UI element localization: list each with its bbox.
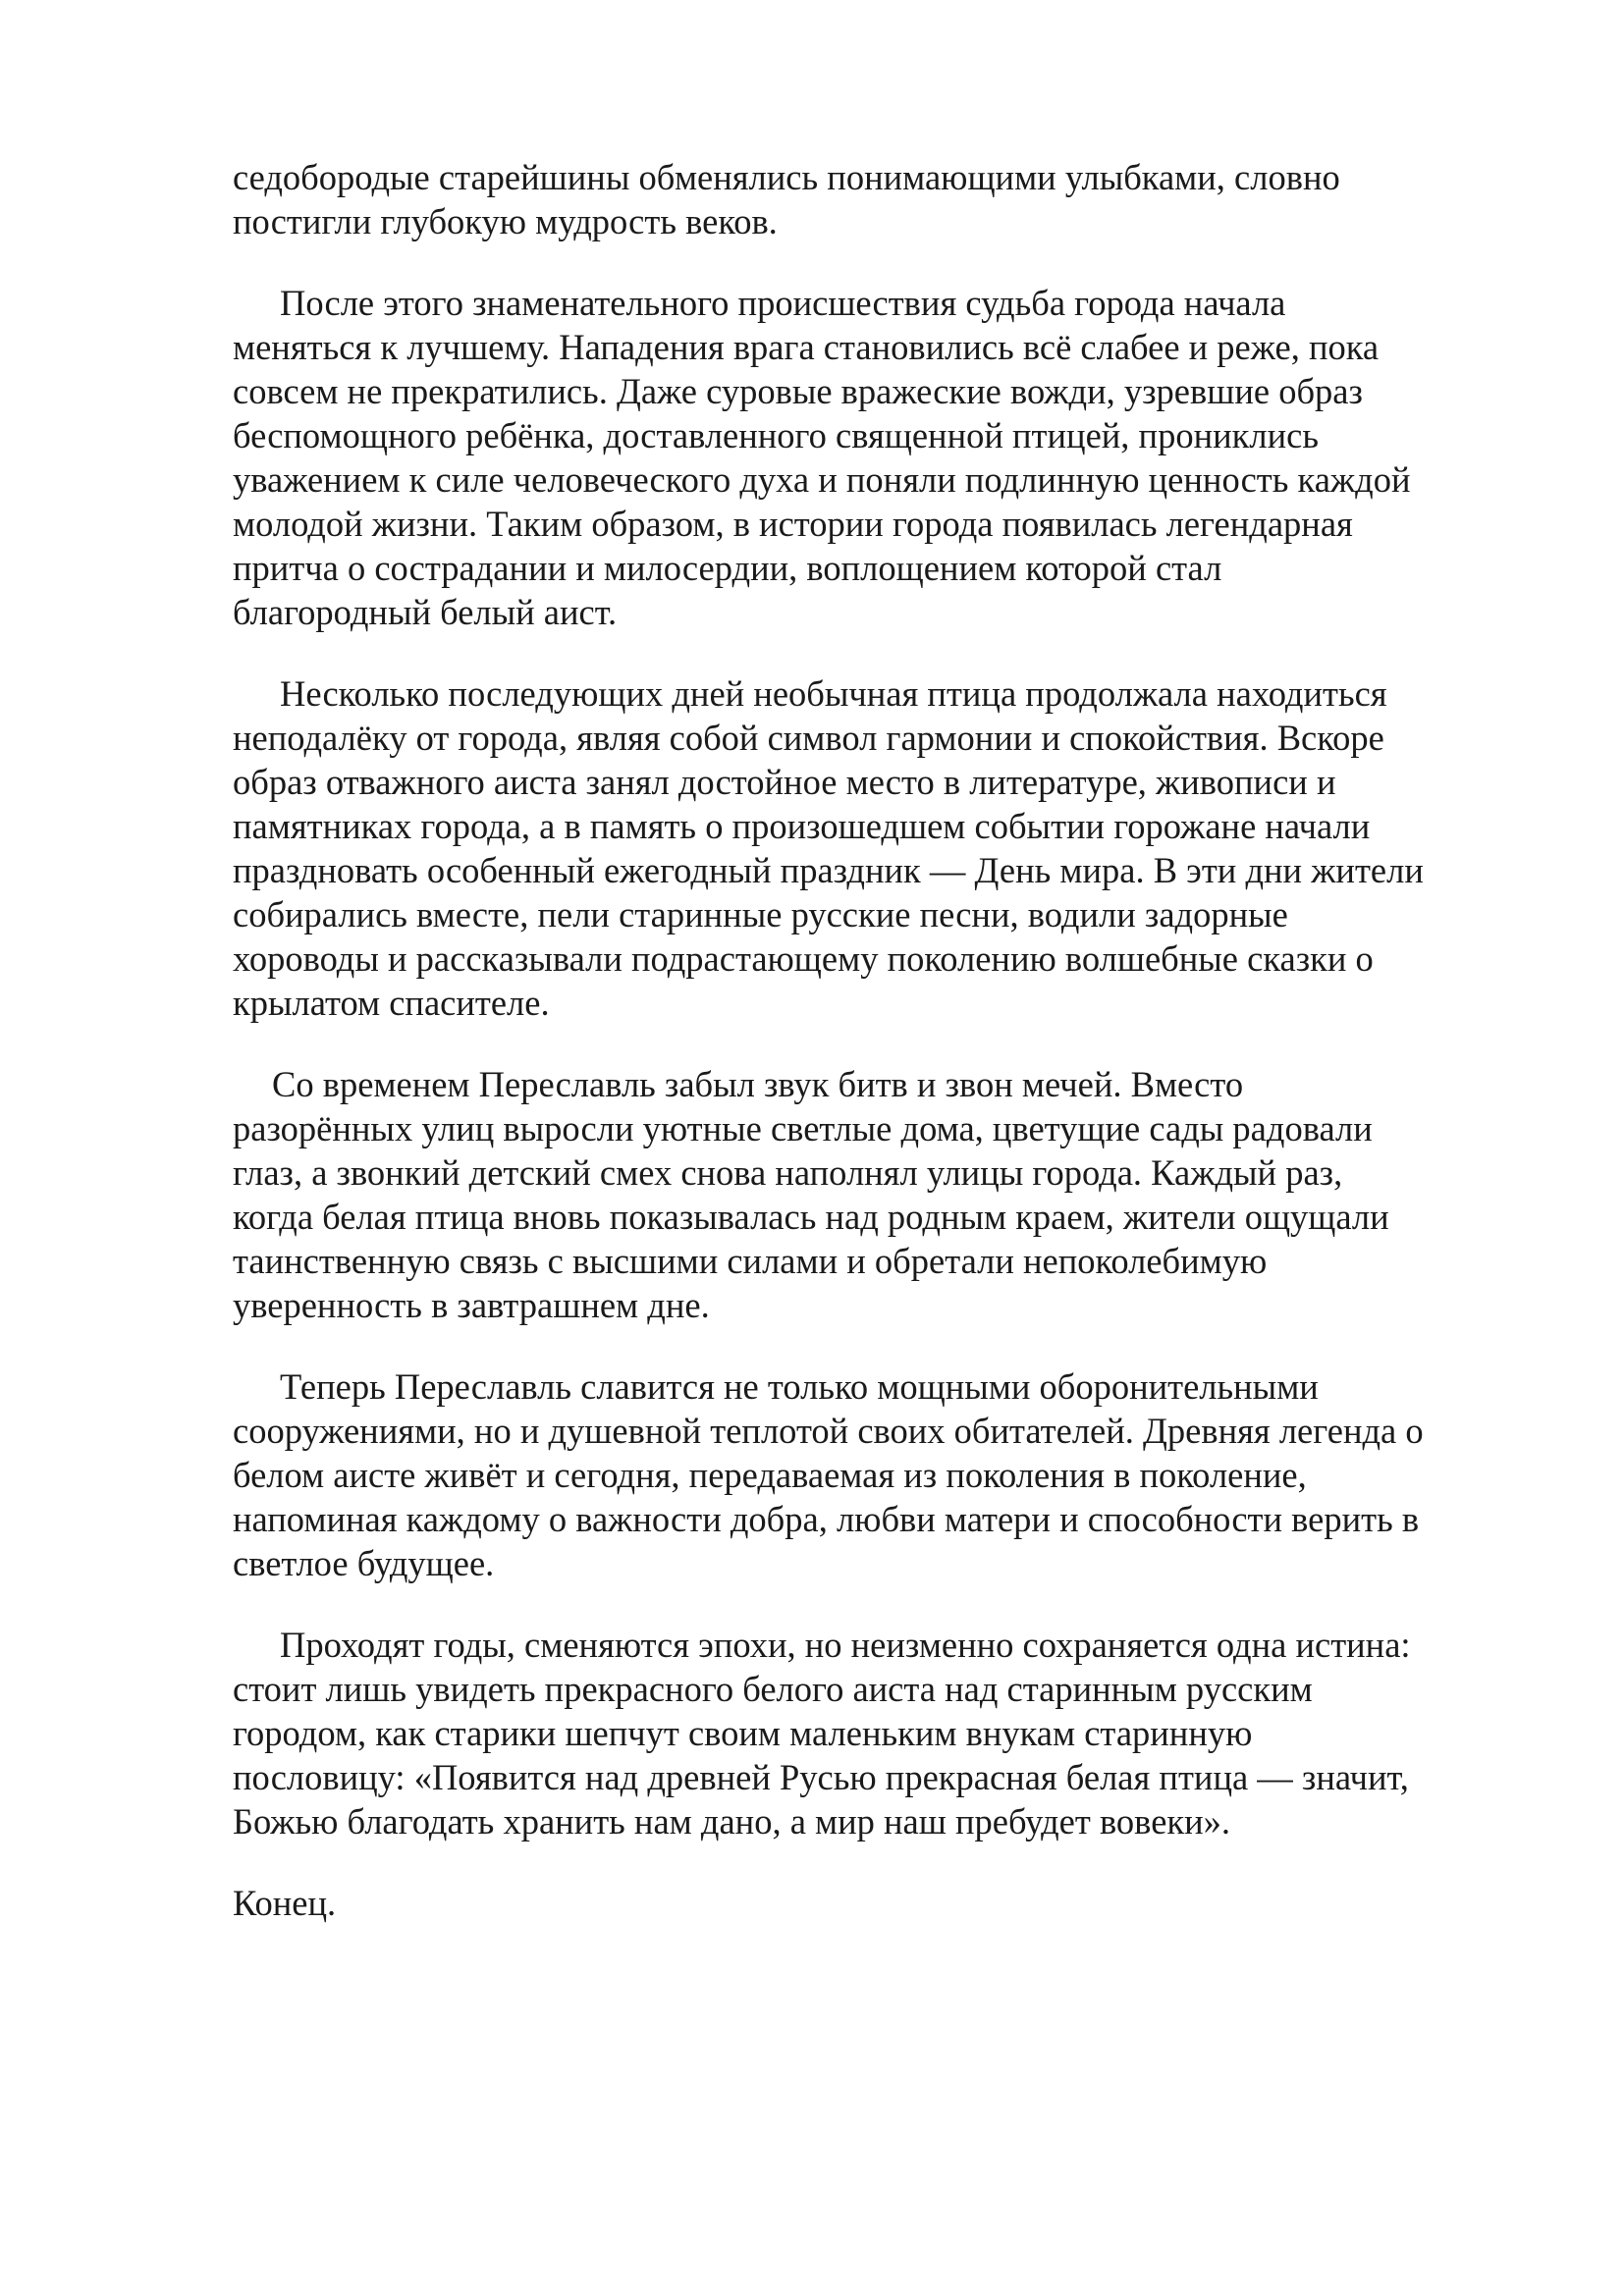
text-line: разорённых улиц выросли уютные светлые дома, цветущие сады радовали <box>233 1108 1373 1148</box>
text-line: белом аисте живёт и сегодня, передаваемая из поколения в поколение, <box>233 1455 1307 1495</box>
text-line: таинственную связь с высшими силами и обретали непоколебимую <box>233 1241 1268 1281</box>
text-line: собирались вместе, пели старинные русские песни, водили задорные <box>233 894 1288 934</box>
text-line: хороводы и рассказывали подрастающему поколению волшебные сказки о <box>233 938 1374 979</box>
text-line: Теперь Переславль славится не только мощными оборонительными <box>280 1366 1319 1407</box>
closing-paragraph <box>233 1881 1529 1925</box>
text-line: когда белая птица вновь показывалась над родным краем, жители ощущали <box>233 1197 1389 1237</box>
text-line: памятниках города, а в память о произошедшем событии горожане начали <box>233 806 1371 846</box>
text-line: глаз, а звонкий детский смех снова наполнял улицы города. Каждый раз, <box>233 1152 1343 1193</box>
text-line: Проходят годы, сменяются эпохи, но неизменно сохраняется одна истина: <box>280 1625 1411 1665</box>
text-line: Несколько последующих дней необычная птица продолжала находиться <box>280 673 1387 714</box>
text-line: беспомощного ребёнка, доставленного священной птицей, прониклись <box>233 415 1319 455</box>
text-line: неподалёку от города, являя собой символ гармонии и спокойствия. Вскоре <box>233 718 1384 758</box>
text-line: седобородые старейшины обменялись понимающими улыбками, словно <box>233 157 1340 197</box>
text-line: крылатом спасителе. <box>233 983 550 1023</box>
paragraph-3 <box>233 671 1529 1025</box>
text-line: образ отважного аиста занял достойное место в литературе, живописи и <box>233 762 1336 802</box>
text-line: Со временем Переславль забыл звук битв и звон мечей. Вместо <box>272 1064 1244 1104</box>
text-line: городом, как старики шепчут своим маленьким внукам старинную <box>233 1713 1253 1753</box>
text-line: меняться к лучшему. Нападения врага становились всё слабее и реже, пока <box>233 327 1380 367</box>
text-line: светлое будущее. <box>233 1543 495 1583</box>
paragraph-5 <box>233 1364 1529 1585</box>
paragraph-2 <box>233 281 1529 634</box>
paragraph-4 <box>233 1062 1529 1327</box>
text-column <box>233 155 1529 1962</box>
text-line-ending: Конец. <box>233 1883 337 1923</box>
text-line: праздновать особенный ежегодный праздник — День мира. В эти дни жители <box>233 850 1424 890</box>
text-line: постигли глубокую мудрость веков. <box>233 201 778 241</box>
text-line: притча о сострадании и милосердии, воплощением которой стал <box>233 548 1222 588</box>
text-line: уважением к силе человеческого духа и поняли подлинную ценность каждой <box>233 459 1411 500</box>
text-line: Божью благодать хранить нам дано, а мир наш пребудет вовеки». <box>233 1801 1231 1842</box>
paragraph-1 <box>233 155 1529 243</box>
text-line: После этого знаменательного происшествия судьба города начала <box>280 283 1286 323</box>
text-line: совсем не прекратились. Даже суровые вражеские вожди, узревшие образ <box>233 371 1363 411</box>
text-line: благородный белый аист. <box>233 592 618 632</box>
paragraph-6 <box>233 1623 1529 1843</box>
text-line: молодой жизни. Таким образом, в истории города появилась легендарная <box>233 504 1353 544</box>
text-line: напоминая каждому о важности добра, любви матери и способности верить в <box>233 1499 1420 1539</box>
text-line: сооружениями, но и душевной теплотой своих обитателей. Древняя легенда о <box>233 1411 1424 1451</box>
text-line: пословицу: «Появится над древней Русью прекрасная белая птица — значит, <box>233 1757 1409 1797</box>
text-line: стоит лишь увидеть прекрасного белого аиста над старинным русским <box>233 1669 1313 1709</box>
text-line: уверенность в завтрашнем дне. <box>233 1285 710 1325</box>
